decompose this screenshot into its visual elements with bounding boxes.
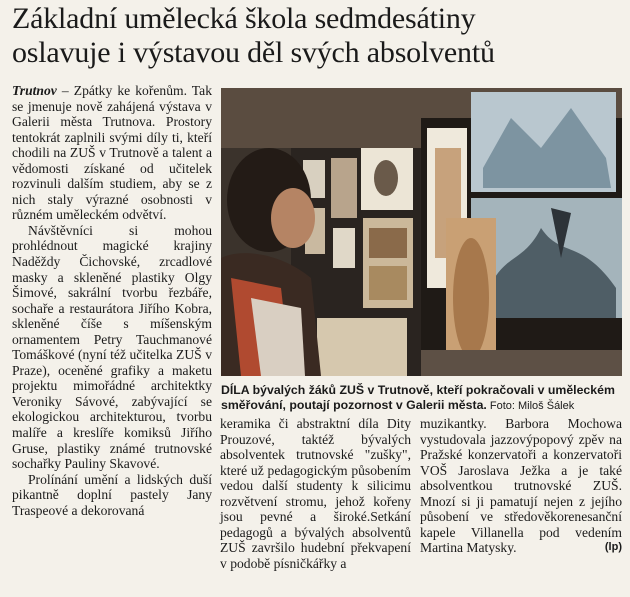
article-paragraph: Prolínání umění a lidských duší pikantně doplní pastely Jany Traspeové a dekorovaná	[12, 471, 212, 518]
caption-text: DÍLA bývalých žáků ZUŠ v Trutnově, kteří pokračovali v uměleckém směřování, poutají pozornost v Galerii města.	[221, 383, 615, 412]
photo-credit: Foto: Miloš Šálek	[486, 400, 575, 412]
photo-caption	[221, 383, 622, 414]
headline	[12, 2, 618, 70]
article-paragraph: Návštěvníci si mohou prohlédnout magické krajiny Naděždy Čichovské, zrcadlové masky a skleněné plastiky Olgy Šimové, sakrální tvorbu řezbáře, sochaře a restaurátora Jiřího Kobra, skleněné číše s míšenským ornamentem Petry Tauchmanové Tomáškové (nyní též učitelka ZUŠ v Praze), oceněné grafiky a maketu projektu mimořádné architektky Veroniky Sávové, zabývající se ekologickou architekturou, tvorbu malíře a kreslíře komiksů Jiřího Gruse, plastiky známé trutnovské sochařky Pauliny Skavové.	[12, 222, 212, 472]
exhibition-photo	[221, 88, 622, 376]
article-paragraph	[420, 416, 622, 556]
article-column-3	[420, 416, 622, 556]
headline-line-1: Základní umělecká škola sedmdesátiny	[12, 2, 476, 35]
paragraph-text: – Zpátky ke kořenům. Tak se jmenuje nově zahájená výstava v Galerii města Trutnova. Prostory tentokrát zaplnili svými díly ti, kteří chodili na ZUŠ v Trutnově a talent a vědomosti získané od učitelek rozvinuli dalším studiem, aby se z nich staly výrazné osobnosti v různém uměleckém odvětví.	[12, 83, 212, 223]
article-column-1	[12, 83, 212, 518]
article-column-2	[220, 416, 411, 571]
headline-line-2: oslavuje i výstavou děl svých absolventů	[12, 36, 495, 69]
dateline: Trutnov	[12, 83, 57, 98]
article-paragraph: keramika či abstraktní díla Dity Prouzové, taktéž bývalých absolventek trutnovské "zušky", které už pedagogickým působením vedou další studenty k silicimu rozvětvení stromu, jehož kořeny jsou pevné a široké.Setkání pedagogů a bývalých absolventů ZUŠ završilo hudební překvapení v podobě písničkářky a	[220, 416, 411, 571]
article-paragraph	[12, 83, 212, 223]
paragraph-text: muzikantky. Barbora Mochowa vystudovala jazzovýpopový zpěv na Pražské konzervatoři a konzervatoři VOŠ Jaroslava Ježka a je také absolventkou trutnovské ZUŠ. Mnozí si ji pamatují nejen z jejího působení ve středověkorenesanční kapele Villanella pod vedením Martina Matysky.	[420, 416, 622, 556]
author-initials: (lp)	[604, 541, 622, 554]
photo-illustration	[221, 88, 622, 376]
